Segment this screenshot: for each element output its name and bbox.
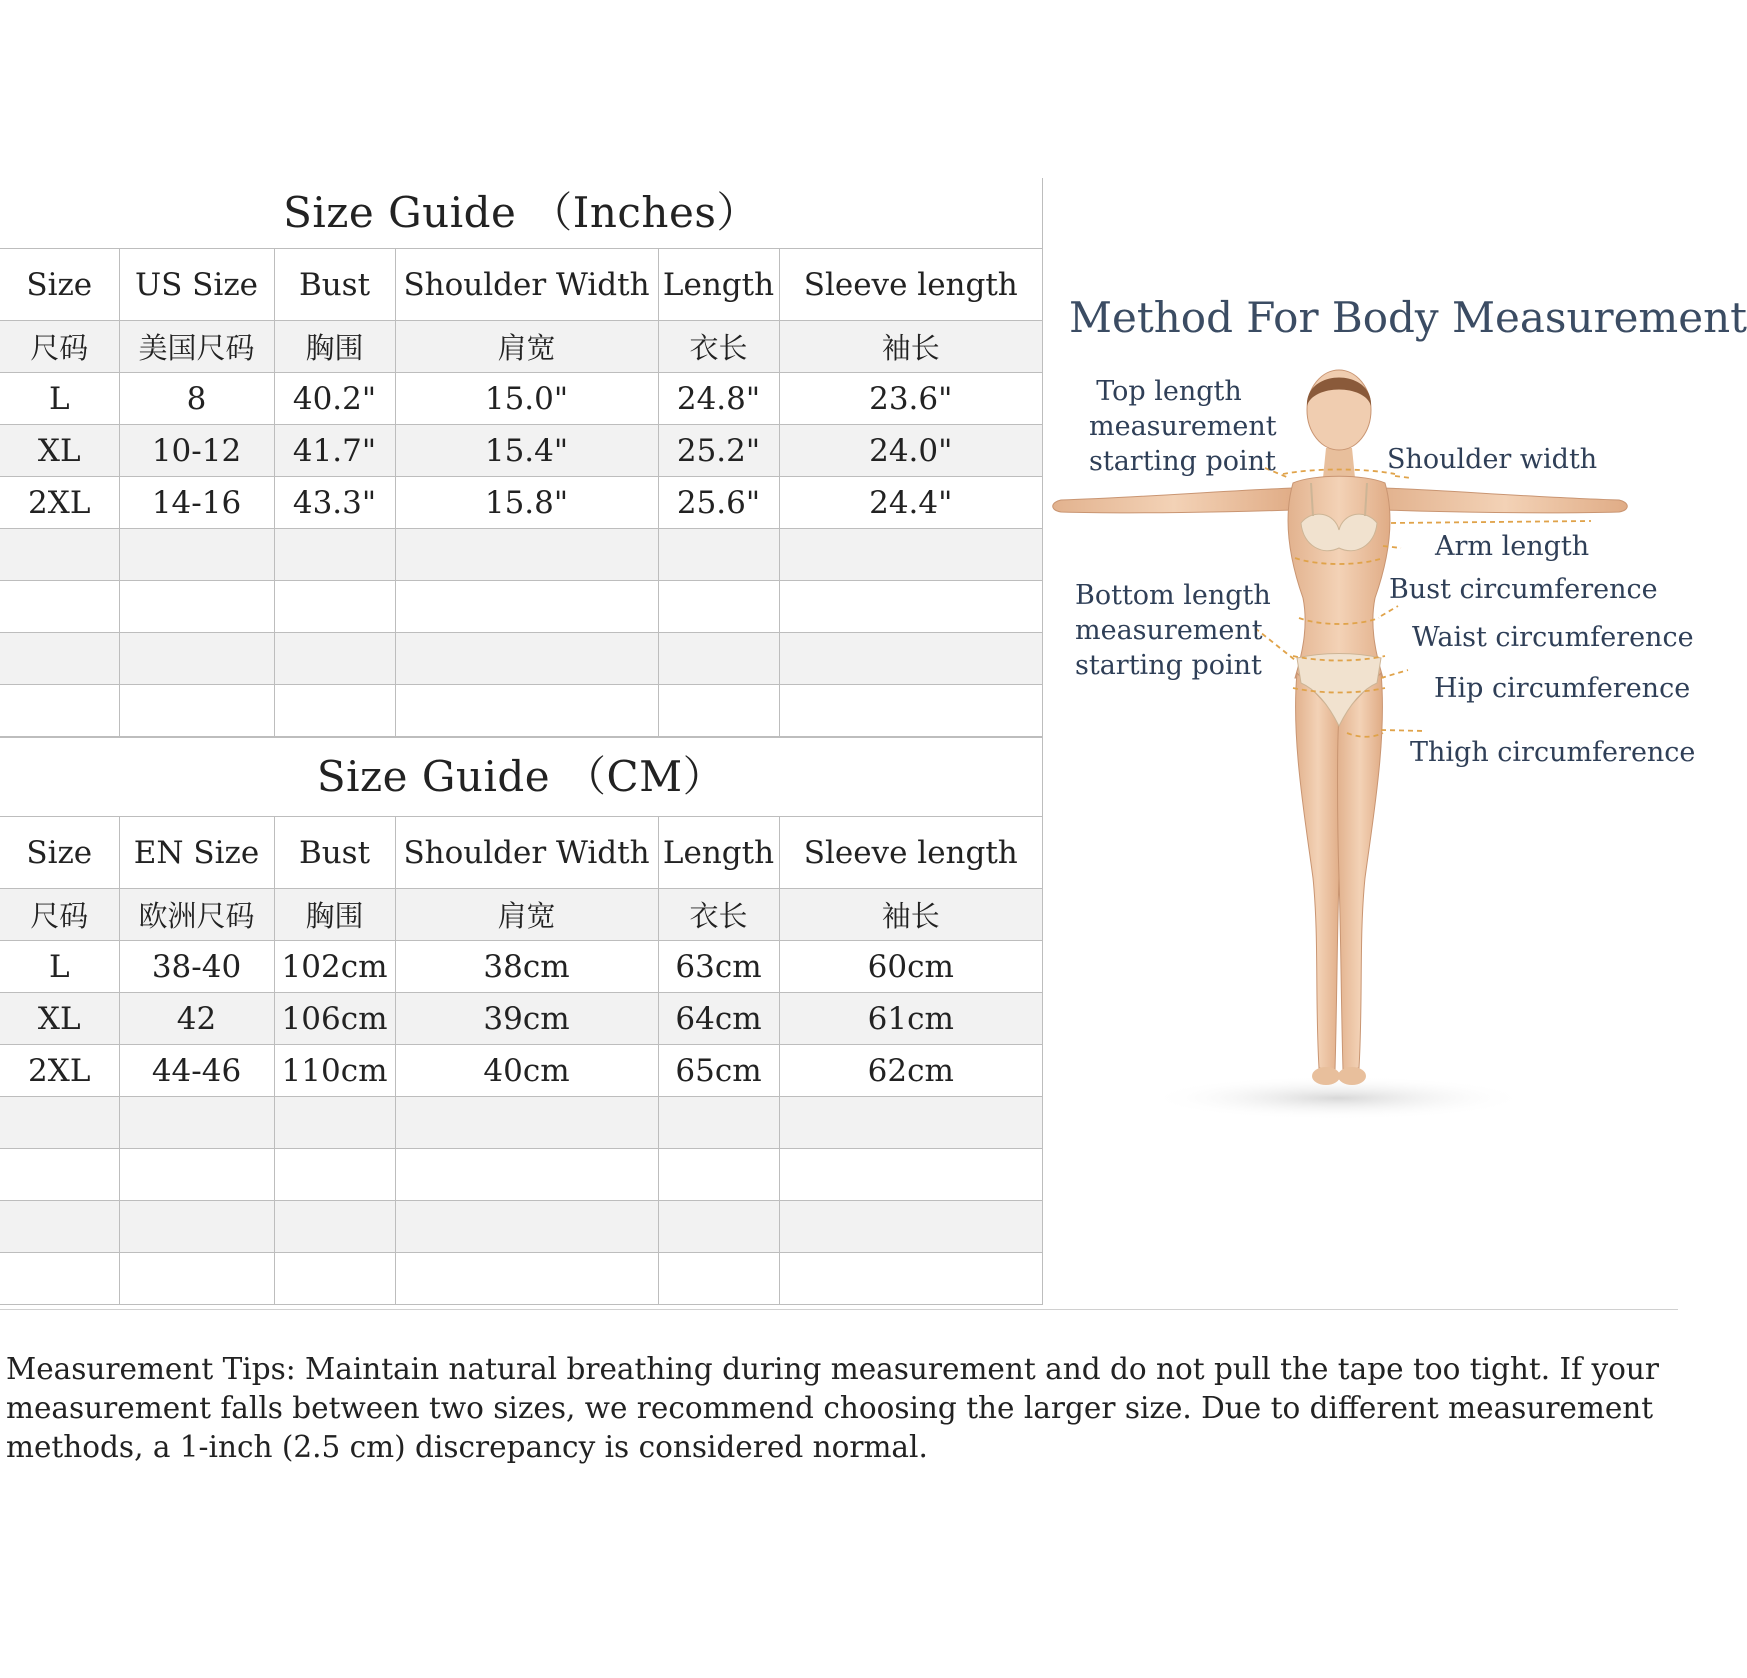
table-cell: [395, 1201, 658, 1253]
table-row: [0, 425, 1042, 477]
table-cell: [658, 633, 779, 685]
table-cell: 2XL: [0, 1045, 119, 1097]
arm-length-label: Arm length: [1435, 531, 1590, 562]
table-cell: 15.0": [395, 373, 658, 425]
table-cell: 25.2": [658, 425, 779, 477]
table-cell: [119, 529, 274, 581]
table-cell: [0, 685, 119, 737]
table-cell: Sleeve length: [779, 249, 1042, 321]
table-cell: 欧洲尺码: [119, 889, 274, 941]
table-cell: [395, 1253, 658, 1305]
thigh-circumference-label: Thigh circumference: [1410, 737, 1696, 768]
table-cell: Shoulder Width: [395, 817, 658, 889]
table-header-cn-row: [0, 321, 1042, 373]
hip-circumference-label: Hip circumference: [1434, 673, 1691, 704]
table-cell: [274, 1253, 395, 1305]
table-cell: US Size: [119, 249, 274, 321]
table-cell: 64cm: [658, 993, 779, 1045]
table-cell: [658, 1097, 779, 1149]
table-cell: 胸围: [274, 321, 395, 373]
empty-table-row: [0, 581, 1042, 633]
table-cell: 尺码: [0, 889, 119, 941]
table-row: [0, 1045, 1042, 1097]
body-measurement-panel: [1043, 178, 1747, 1309]
table-cell: [274, 1097, 395, 1149]
table-cell: 106cm: [274, 993, 395, 1045]
table-cell: [779, 581, 1042, 633]
table-cell: 衣长: [658, 321, 779, 373]
table-cell: [779, 1097, 1042, 1149]
table-cell: [0, 1097, 119, 1149]
table-cell: 15.8": [395, 477, 658, 529]
table-cell: [658, 1149, 779, 1201]
cm-guide-title: Size Guide （CM）: [0, 737, 1042, 816]
inches-guide-title: Size Guide （Inches）: [283, 188, 759, 237]
table-cell: 44-46: [119, 1045, 274, 1097]
table-header-cn-row: [0, 889, 1042, 941]
table-cell: [395, 633, 658, 685]
table-cell: 62cm: [779, 1045, 1042, 1097]
table-cell: Bust: [274, 249, 395, 321]
table-row: [0, 373, 1042, 425]
table-cell: 43.3": [274, 477, 395, 529]
table-cell: [274, 1201, 395, 1253]
empty-table-row: [0, 1201, 1042, 1253]
table-cell: 24.8": [658, 373, 779, 425]
empty-table-row: [0, 685, 1042, 737]
table-cell: 袖长: [779, 321, 1042, 373]
table-row: [0, 477, 1042, 529]
table-cell: Size: [0, 817, 119, 889]
table-cell: Shoulder Width: [395, 249, 658, 321]
table-cell: 39cm: [395, 993, 658, 1045]
table-row: [0, 941, 1042, 993]
table-cell: 15.4": [395, 425, 658, 477]
table-cell: [0, 633, 119, 685]
table-cell: [0, 581, 119, 633]
table-cell: 110cm: [274, 1045, 395, 1097]
table-cell: 25.6": [658, 477, 779, 529]
table-cell: 40cm: [395, 1045, 658, 1097]
table-cell: 63cm: [658, 941, 779, 993]
table-cell: 60cm: [779, 941, 1042, 993]
table-cell: [658, 529, 779, 581]
table-cell: [274, 685, 395, 737]
table-cell: 衣长: [658, 889, 779, 941]
table-header-row: [0, 817, 1042, 889]
table-cell: 23.6": [779, 373, 1042, 425]
table-cell: [395, 581, 658, 633]
table-cell: 38cm: [395, 941, 658, 993]
table-cell: 袖长: [779, 889, 1042, 941]
table-cell: 65cm: [658, 1045, 779, 1097]
table-cell: Length: [658, 249, 779, 321]
table-cell: 肩宽: [395, 889, 658, 941]
table-cell: [0, 1201, 119, 1253]
table-cell: [119, 1097, 274, 1149]
table-cell: [395, 685, 658, 737]
waist-circumference-label: Waist circumference: [1412, 622, 1694, 653]
table-cell: [0, 1253, 119, 1305]
table-cell: 2XL: [0, 477, 119, 529]
table-cell: 美国尺码: [119, 321, 274, 373]
table-cell: [0, 1149, 119, 1201]
table-cell: [119, 1253, 274, 1305]
measurement-tips: Measurement Tips: Maintain natural breathing during measurement and do not pull the tape too tight. If your measurement falls between two sizes, we recommend choosing the larger size. Due to different measurement methods, a 1-inch (2.5 cm) discrepancy is considered normal.: [6, 1352, 1659, 1464]
table-cell: [658, 685, 779, 737]
table-cell: 42: [119, 993, 274, 1045]
empty-table-row: [0, 633, 1042, 685]
table-cell: [274, 529, 395, 581]
table-cell: [779, 685, 1042, 737]
table-cell: [658, 581, 779, 633]
table-row: [0, 993, 1042, 1045]
table-cell: 24.4": [779, 477, 1042, 529]
table-cell: 41.7": [274, 425, 395, 477]
table-cell: [274, 581, 395, 633]
table-cell: [119, 1201, 274, 1253]
table-cell: Size: [0, 249, 119, 321]
method-title: Method For Body Measurement: [1069, 293, 1747, 342]
inches-size-table: [0, 248, 1042, 737]
table-cell: [779, 1201, 1042, 1253]
table-cell: [274, 1149, 395, 1201]
table-cell: XL: [0, 993, 119, 1045]
table-cell: [395, 1149, 658, 1201]
empty-table-row: [0, 1097, 1042, 1149]
table-cell: [274, 633, 395, 685]
bust-circumference-label: Bust circumference: [1389, 574, 1658, 605]
table-cell: 8: [119, 373, 274, 425]
table-cell: EN Size: [119, 817, 274, 889]
table-cell: 40.2": [274, 373, 395, 425]
table-cell: 10-12: [119, 425, 274, 477]
table-cell: [779, 633, 1042, 685]
table-cell: L: [0, 373, 119, 425]
table-cell: [779, 529, 1042, 581]
empty-table-row: [0, 1253, 1042, 1305]
cm-size-table: [0, 816, 1042, 1305]
table-cell: 24.0": [779, 425, 1042, 477]
table-cell: [779, 1149, 1042, 1201]
table-cell: [658, 1201, 779, 1253]
table-cell: 胸围: [274, 889, 395, 941]
empty-table-row: [0, 1149, 1042, 1201]
table-cell: [119, 1149, 274, 1201]
table-cell: [119, 581, 274, 633]
table-cell: Length: [658, 817, 779, 889]
table-cell: XL: [0, 425, 119, 477]
table-cell: 肩宽: [395, 321, 658, 373]
table-cell: [0, 529, 119, 581]
table-cell: [395, 1097, 658, 1149]
table-cell: [119, 685, 274, 737]
divider: [0, 1309, 1678, 1310]
empty-table-row: [0, 529, 1042, 581]
table-cell: L: [0, 941, 119, 993]
table-cell: 102cm: [274, 941, 395, 993]
table-cell: 38-40: [119, 941, 274, 993]
table-header-row: [0, 249, 1042, 321]
table-cell: 61cm: [779, 993, 1042, 1045]
table-cell: [658, 1253, 779, 1305]
table-cell: 尺码: [0, 321, 119, 373]
size-guide-panel: [0, 178, 1043, 1305]
shoulder-width-label: Shoulder width: [1387, 444, 1598, 475]
table-cell: Bust: [274, 817, 395, 889]
table-cell: 14-16: [119, 477, 274, 529]
table-cell: [119, 633, 274, 685]
table-cell: Sleeve length: [779, 817, 1042, 889]
table-cell: [779, 1253, 1042, 1305]
bottom-length-label: Bottom length measurement starting point: [1075, 580, 1271, 681]
table-cell: [395, 529, 658, 581]
top-length-label: Top length measurement starting point: [1089, 376, 1277, 477]
